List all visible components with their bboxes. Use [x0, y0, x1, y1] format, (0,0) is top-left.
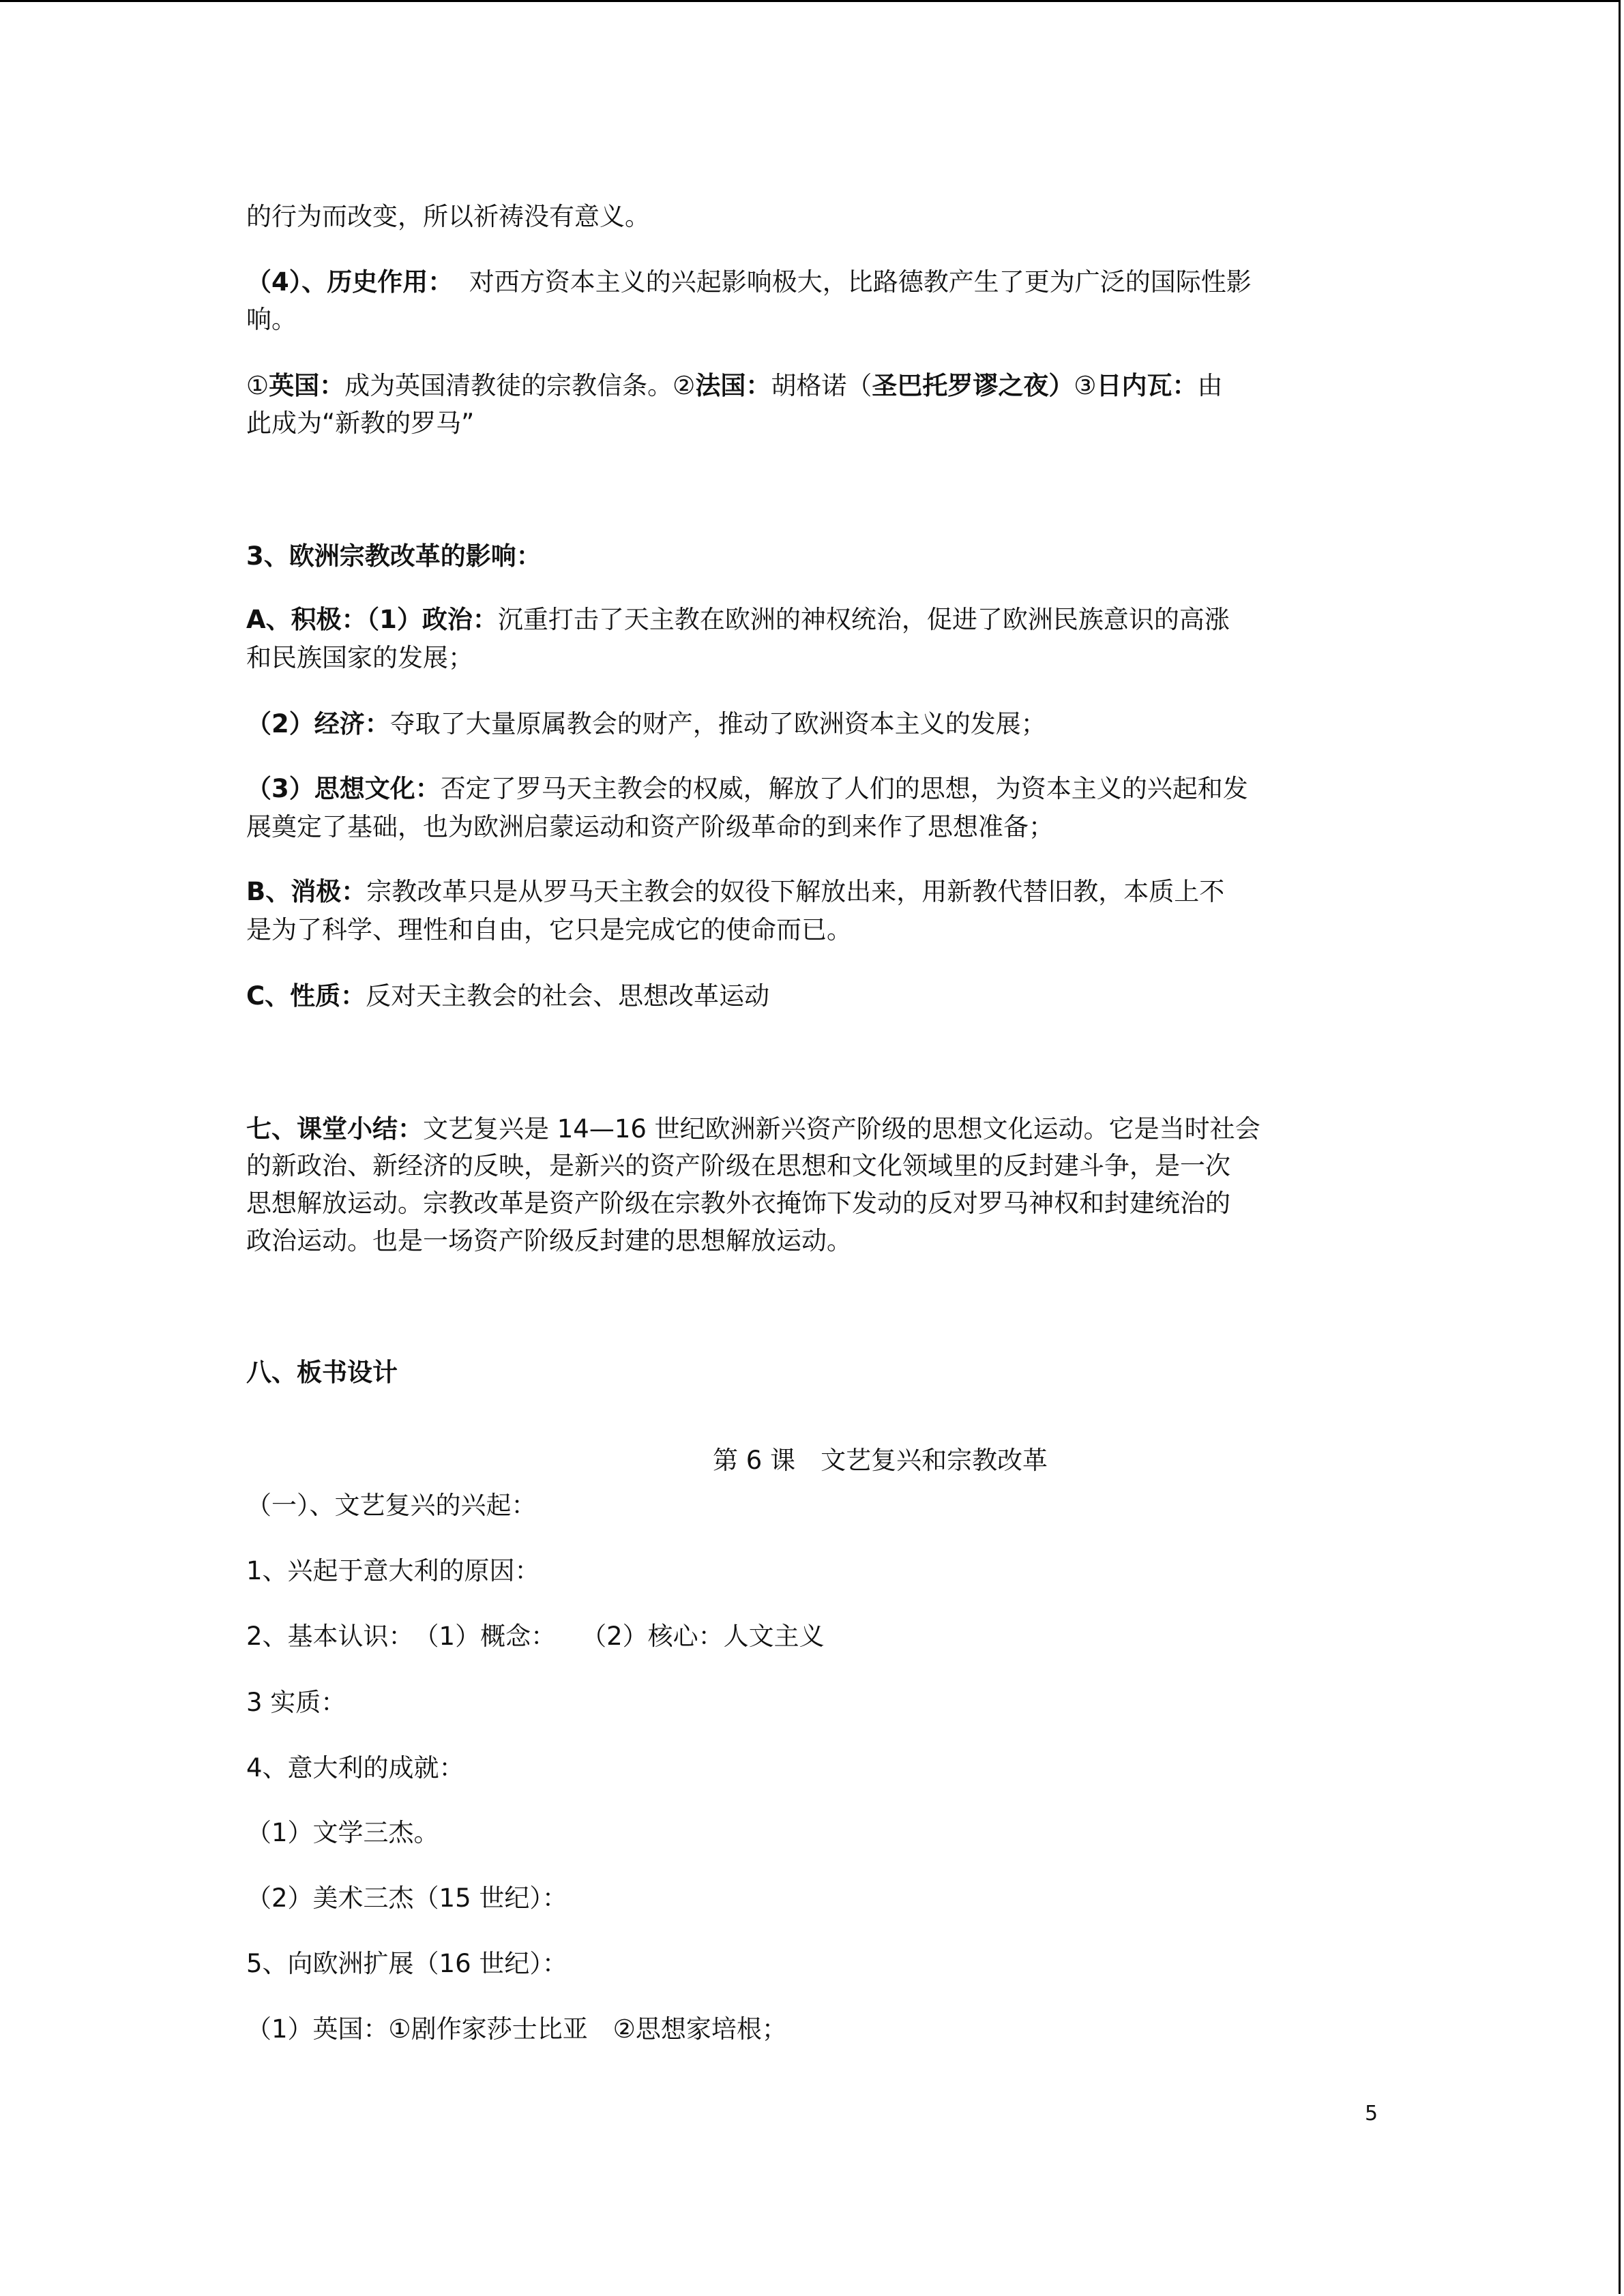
paragraph-line: [246, 912, 852, 948]
board-line: （一）、文艺复兴的兴起：: [246, 1491, 537, 1520]
section-heading: 八、板书设计: [246, 1358, 398, 1387]
text-span: 成为英国清教徒的宗教信条。: [344, 371, 673, 400]
bold-heading: A、积极：（1）政治：: [246, 605, 498, 634]
board-line: 3 实质：: [246, 1688, 346, 1717]
bold-label: 英国：: [269, 371, 345, 400]
board-line: 2、基本认识： （1）概念： （2）核心：人文主义: [246, 1622, 825, 1651]
bold-heading: B、消极：: [246, 877, 367, 906]
section-heading: 3、欧洲宗教改革的影响：: [246, 541, 542, 571]
paragraph-line: [246, 602, 1230, 638]
paragraph-line: [246, 368, 1223, 404]
text-span: 对西方资本主义的兴起影响极大，比路德教产生了更为广泛的国际性影: [469, 267, 1252, 297]
paragraph-line: [246, 1186, 1230, 1221]
page-number: 5: [1365, 2102, 1378, 2126]
text-span: 展奠定了基础，也为欧洲启蒙运动和资产阶级革命的到来作了思想准备；: [246, 812, 1054, 841]
bold-label: 日内瓦：: [1096, 371, 1198, 400]
text-span: 文艺复兴是 14—16 世纪欧洲新兴资产阶级的思想文化运动。它是当时社会: [423, 1114, 1260, 1144]
board-line: （1）文学三杰。: [246, 1818, 439, 1847]
board-line: （2）美术三杰（15 世纪）：: [246, 1883, 567, 1913]
paragraph-line: [246, 809, 1054, 845]
bold-heading: （2）经济：: [246, 709, 390, 739]
board-line: （1）英国：①剧作家莎士比亚 ②思想家培根；: [246, 2014, 787, 2044]
text-span: 是为了科学、理性和自由，它只是完成它的使命而已。: [246, 915, 852, 944]
board-line: 4、意大利的成就：: [246, 1753, 464, 1783]
bold-heading: 七、课堂小结：: [246, 1114, 423, 1144]
paragraph-line: [246, 771, 1248, 807]
text-span: 否定了罗马天主教会的权威，解放了人们的思想，为资本主义的兴起和发: [440, 774, 1248, 803]
text-span: 政治运动。也是一场资产阶级反封建的思想解放运动。: [246, 1226, 852, 1255]
bold-heading: （4）、历史作用：: [246, 267, 454, 297]
circled-number: ③: [1074, 371, 1097, 400]
text-span: 沉重打击了天主教在欧洲的神权统治，促进了欧洲民族意识的高涨: [497, 605, 1230, 634]
text-span: 宗教改革只是从罗马天主教会的奴役下解放出来，用新教代替旧教，本质上不: [366, 877, 1225, 906]
text-span: 响。: [246, 305, 297, 334]
text-span: 夺取了大量原属教会的财产，推动了欧洲资本主义的发展；: [389, 709, 1046, 739]
paragraph-line: [246, 199, 650, 235]
paragraph-line: [246, 640, 473, 676]
board-line: 5、向欧洲扩展（16 世纪）：: [246, 1949, 567, 1978]
bold-heading: （3）思想文化：: [246, 774, 441, 803]
paragraph-line: [246, 265, 1252, 300]
text-span: 此成为“新教的罗马”: [246, 408, 475, 438]
text-span: 思想解放运动。宗教改革是资产阶级在宗教外衣掩饰下发动的反对罗马神权和封建统治的: [246, 1189, 1230, 1218]
board-title: 第 6 课 文艺复兴和宗教改革: [713, 1446, 1048, 1475]
text-span: 由: [1197, 371, 1223, 400]
text-span: 和民族国家的发展；: [246, 643, 473, 672]
circled-number: ②: [673, 371, 696, 400]
circled-number: ①: [246, 371, 269, 400]
board-line: 1、兴起于意大利的原因：: [246, 1556, 540, 1585]
paragraph-line: [246, 302, 297, 338]
paragraph-line: [246, 1112, 1260, 1147]
text-span: 的行为而改变，所以祈祷没有意义。: [246, 202, 650, 231]
bold-label: 圣巴托罗谬之夜）: [872, 371, 1074, 400]
bold-label: 法国：: [695, 371, 771, 400]
text-span: 的新政治、新经济的反映，是新兴的资产阶级在思想和文化领域里的反封建斗争，是一次: [246, 1151, 1230, 1180]
paragraph-line: [246, 1148, 1230, 1184]
text-span: 胡格诺（: [771, 371, 872, 400]
paragraph-line: [246, 706, 1046, 742]
bold-heading: C、性质：: [246, 981, 366, 1011]
paragraph-line: [246, 979, 769, 1014]
text-span: 反对天主教会的社会、思想改革运动: [366, 981, 770, 1011]
paragraph-line: [246, 1223, 852, 1259]
paragraph-line: [246, 406, 474, 441]
paragraph-line: [246, 874, 1224, 910]
